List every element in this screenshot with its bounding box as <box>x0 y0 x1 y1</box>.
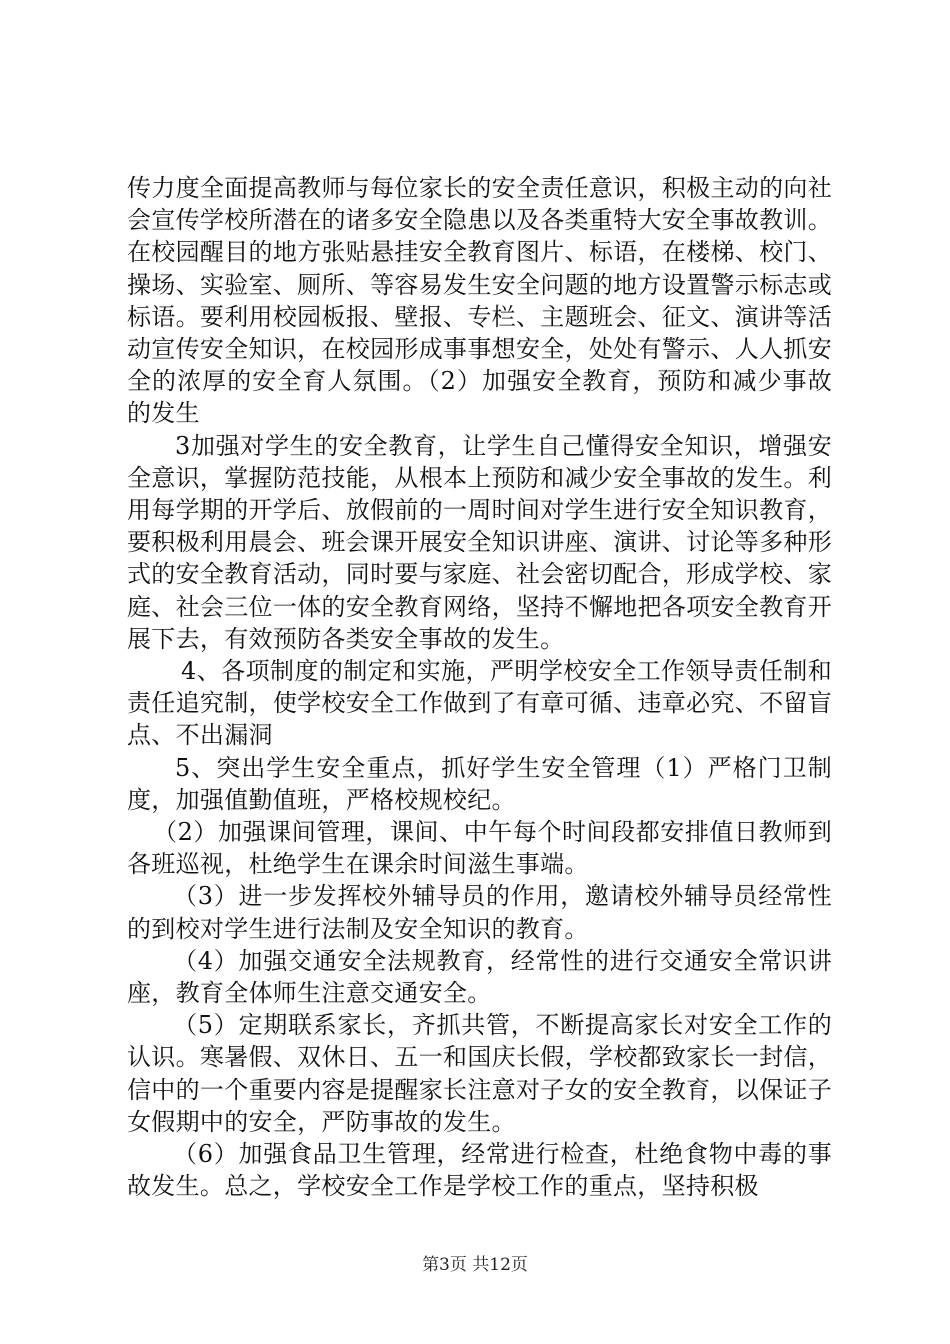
paragraph-8: （5）定期联系家长，齐抓共管，不断提高家长对安全工作的认识。寒暑假、双休日、五一和国庆长假，学校都致家长一封信，信中的一个重要内容是提醒家长注意对子女的安全教育，以保证子女假期中的安全，严防事故的发生。 <box>127 1011 832 1136</box>
document-body <box>127 172 832 1203</box>
paragraph-7: （4）加强交通安全法规教育，经常性的进行交通安全常识讲座，教育全体师生注意交通安全。 <box>127 946 832 1008</box>
paragraph-9: （6）加强食品卫生管理，经常进行检查，杜绝食物中毒的事故发生。总之，学校安全工作是学校工作的重点，坚持积极 <box>127 1140 832 1201</box>
paragraph-4: 5、突出学生安全重点，抓好学生安全管理（1）严格门卫制度，加强值勤值班，严格校规校纪。 <box>127 753 832 814</box>
paragraph-3: 4、各项制度的制定和实施，严明学校安全工作领导责任制和责任追究制，使学校安全工作做到了有章可循、违章必究、不留盲点、不出漏洞 <box>127 657 832 750</box>
paragraph-6: （3）进一步发挥校外辅导员的作用，邀请校外辅导员经常性的到校对学生进行法制及安全知识的教育。 <box>127 882 832 943</box>
page-number-footer: 第3页 共12页 <box>422 1255 528 1275</box>
paragraph-2: 3加强对学生的安全教育，让学生自己懂得安全知识，增强安全意识，掌握防范技能，从根本上预防和减少安全事故的发生。利用每学期的开学后、放假前的一周时间对学生进行安全知识教育，要积极利用晨会、班会课开展安全知识讲座、演讲、讨论等多种形式的安全教育活动，同时要与家庭、社会密切配合，形成学校、家庭、社会三位一体的安全教育网络，坚持不懈地把各项安全教育开展下去，有效预防各类安全事故的发生。 <box>127 431 832 653</box>
paragraph-1: 传力度全面提高教师与每位家长的安全责任意识，积极主动的向社会宣传学校所潜在的诸多安全隐患以及各类重特大安全事故教训。在校园醒目的地方张贴悬挂安全教育图片、标语，在楼梯、校门、操场、实验室、厕所、等容易发生安全问题的地方设置警示标志或标语。要利用校园板报、壁报、专栏、主题班会、征文、演讲等活动宣传安全知识，在校园形成事事想安全，处处有警示、人人抓安全的浓厚的安全育人氛围。（2）加强安全教育，预防和减少事故的发生 <box>127 174 832 428</box>
paragraph-5: （2）加强课间管理，课间、中午每个时间段都安排值日教师到各班巡视，杜绝学生在课余时间滋生事端。 <box>127 818 832 879</box>
